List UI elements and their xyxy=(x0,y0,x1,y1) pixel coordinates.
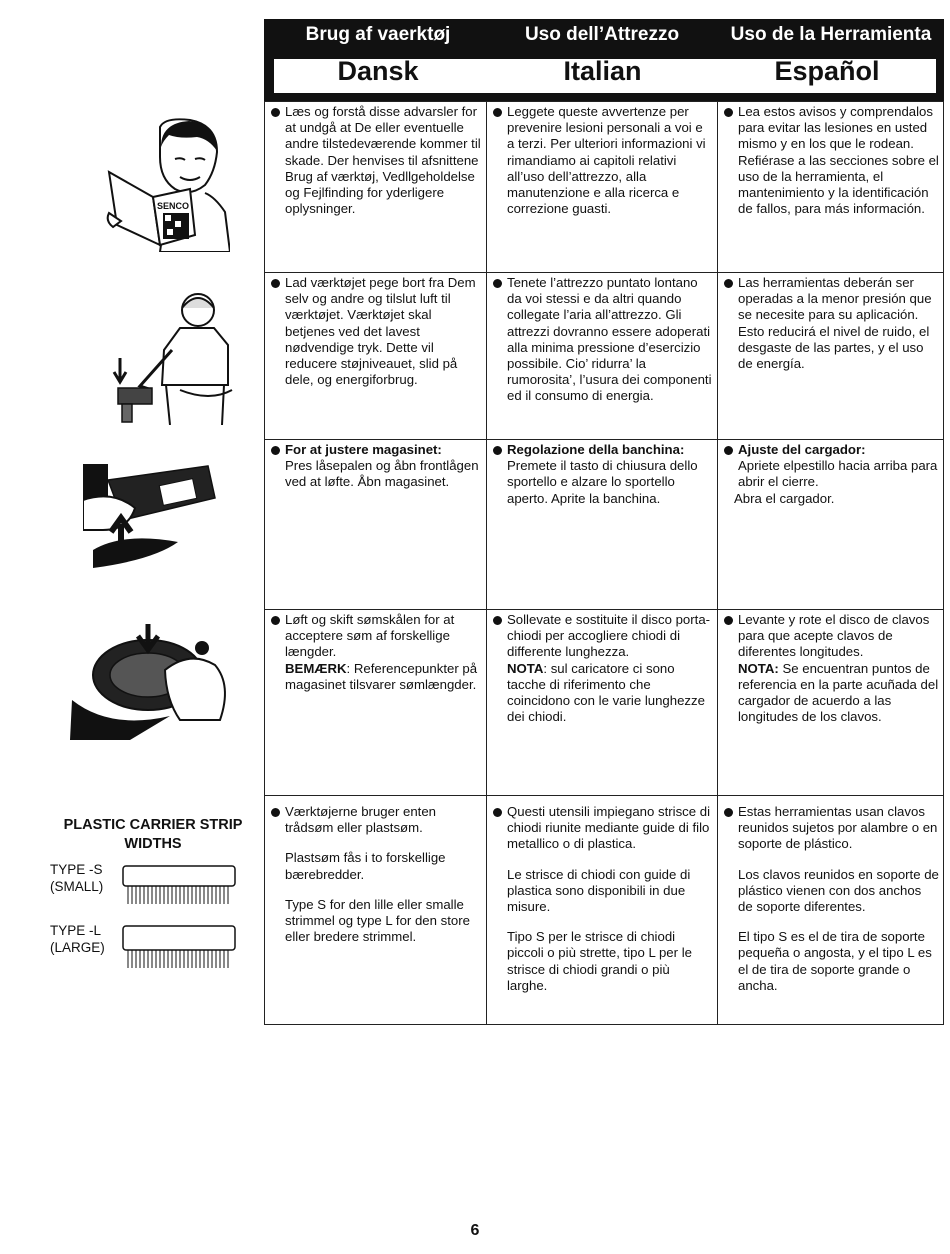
cell-italian xyxy=(487,440,718,610)
bullet-icon xyxy=(724,108,733,117)
cell-danish xyxy=(265,102,487,273)
lang-spanish: Español xyxy=(774,56,880,86)
row-text: Tipo S per le strisce di chiodi piccoli o più strette, tipo L per le strisce di chiodi grandi o più larghe. xyxy=(507,929,692,993)
row-text: Premete il tasto di chiusura dello sportello e alzare lo sportello aperto. Aprite la banchina. xyxy=(507,458,698,506)
table-row xyxy=(265,273,944,440)
cell-spanish xyxy=(718,440,944,610)
lang-italian: Italian xyxy=(563,56,642,86)
row-text: Estas herramientas usan clavos reunidos sujetos por alambre o en soporte de plástico. xyxy=(738,804,938,852)
row-text: Lad værktøjet pege bort fra Dem selv og andre og tilslut luft til værktøjet. Værktøjet skal betjenes ved det lavest nødvendige tryk. Dette vil reducere støjniveauet, slid på dele, og energiforbrug. xyxy=(285,275,476,388)
magazine-adjust-illustration xyxy=(83,460,218,570)
bullet-icon xyxy=(493,446,502,455)
note-text: : Referencepunkter på magasinet tilsvarer sømlængder. xyxy=(285,660,478,692)
row-text: Tenete l’attrezzo puntato lontano da voi stessi e da altri quando collegate l’aria all’attrezzo. Gli attrezzi dovranno essere adoperati alla minima pressione d’esercizio possibile. Cio’ ridurra’ la rumorosita’, l’usura dei componenti ed il consumo di energia. xyxy=(507,275,712,404)
nail-canister-illustration xyxy=(70,620,235,745)
row-text: Leggete queste avvertenze per prevenire lesioni personali a voi e a terzi. Per ulteriori informazioni vi rimandiamo ai capitoli relativi all’uso dell’attrezzo, alla manutenzione e alla ricerca e correzione guasti. xyxy=(507,104,706,217)
lang-danish: Dansk xyxy=(337,56,419,86)
row-heading: Ajuste del cargador: xyxy=(738,442,866,457)
page-number: 6 xyxy=(470,1222,480,1239)
cell-danish xyxy=(265,440,487,610)
row-heading: Regolazione della banchina: xyxy=(507,442,685,457)
instruction-table xyxy=(264,101,944,1025)
row-text: El tipo S es el de tira de soporte pequeña o angosta, y el tipo L es el de tira de soporte grande o ancha. xyxy=(738,929,932,993)
row-text: Pres låsepalen og åbn frontlågen ved at løfte. Åbn magasinet. xyxy=(285,458,479,490)
col-title-italian: Uso dell’Attrezzo xyxy=(524,24,680,45)
row-text: Plastsøm fås i to forskellige bærebredder. xyxy=(285,850,446,882)
bullet-icon xyxy=(271,108,280,117)
col-title-danish: Brug af vaerktøj xyxy=(305,24,451,45)
bullet-icon xyxy=(271,616,280,625)
cell-italian xyxy=(487,796,718,1025)
arrow-down-icon xyxy=(114,358,126,382)
cell-spanish xyxy=(718,102,944,273)
cell-italian xyxy=(487,102,718,273)
bullet-icon xyxy=(724,808,733,817)
bullet-icon xyxy=(724,446,733,455)
cell-danish xyxy=(265,610,487,796)
row-text: Los clavos reunidos en soporte de plástico vienen con dos anchos de soporte diferentes. xyxy=(738,866,939,915)
note-text: : sul caricatore ci sono tacche di riferimento che coincidono con le varie lunghezze dei chiodi. xyxy=(507,660,705,725)
row-text: Løft og skift sømskålen for at acceptere søm af forskellige længder. xyxy=(285,612,455,660)
row-text: Questi utensili impiegano strisce di chiodi riunite mediante guide di filo metallico o di plastica. xyxy=(507,804,711,852)
table-row xyxy=(265,610,944,796)
row-text: Las herramientas deberán ser operadas a la menor presión que se necesite para su aplicación. Esto reducirá el nivel de ruido, el desgaste de las partes, y el uso de energía. xyxy=(738,275,932,372)
cell-danish xyxy=(265,273,487,440)
row-text: Værktøjerne bruger enten trådsøm eller plastsøm. xyxy=(285,804,436,836)
carrier-title: PLASTIC CARRIER STRIP WIDTHS xyxy=(63,817,243,852)
bullet-icon xyxy=(493,616,502,625)
cell-spanish xyxy=(718,610,944,796)
type-s-label: TYPE -S (SMALL) xyxy=(50,862,104,894)
row-text: Læs og forstå disse advarsler for at undgå at De eller eventuelle andre tilstedeværende kommer til skade. Der henvises til afsnittene Brug af værktøj, Vedllgeholdelse og Fejlfinding for yderligere oplysninger. xyxy=(285,104,481,217)
row-text: Abra el cargador. xyxy=(734,490,835,506)
cell-italian xyxy=(487,610,718,796)
type-l-strip-icon xyxy=(120,924,238,970)
row-text: Apriete elpestillo hacia arriba para abrir el cierre. xyxy=(738,458,938,490)
table-row xyxy=(265,440,944,610)
col-title-spanish: Uso de la Herramienta xyxy=(730,24,932,45)
worker-with-nailer-illustration xyxy=(110,290,240,425)
bullet-icon xyxy=(493,108,502,117)
cell-spanish xyxy=(718,273,944,440)
type-s-strip-icon xyxy=(120,864,238,906)
note-label: BEMÆRK xyxy=(285,660,347,676)
row-heading: For at justere magasinet: xyxy=(285,442,442,457)
row-text: Sollevate e sostituite il disco porta-chiodi per accogliere chiodi di differente lunghezza. xyxy=(507,612,711,660)
bullet-icon xyxy=(724,279,733,288)
row-text: Type S for den lille eller smalle strimmel og type L for den store eller bredere strimmel. xyxy=(285,896,470,945)
row-text: Le strisce di chiodi con guide di plastica sono disponibili in due misure. xyxy=(507,866,691,915)
bullet-icon xyxy=(493,279,502,288)
cell-spanish xyxy=(718,796,944,1025)
table-row xyxy=(265,102,944,273)
bullet-icon xyxy=(271,446,280,455)
man-reading-manual-illustration xyxy=(105,117,230,252)
book-brand-text: SENCO xyxy=(157,201,190,211)
note-label: NOTA xyxy=(507,660,544,676)
row-text: Lea estos avisos y comprendalos para evitar las lesiones en usted mismo y en los que le rodean. Refiérase a las secciones sobre el uso de la herramienta, el mantenimiento y la identificación de fallos, para más información. xyxy=(738,104,939,217)
bullet-icon xyxy=(271,808,280,817)
type-l-label: TYPE -L (LARGE) xyxy=(50,923,105,955)
row-text: Levante y rote el disco de clavos para que acepte clavos de diferentes longitudes. xyxy=(738,612,930,660)
note-label: NOTA: xyxy=(738,660,779,676)
bullet-icon xyxy=(493,808,502,817)
bullet-icon xyxy=(724,616,733,625)
table-row xyxy=(265,796,944,1025)
bullet-icon xyxy=(271,279,280,288)
cell-danish xyxy=(265,796,487,1025)
note-text: Se encuentran puntos de referencia en la parte acuñada del cargador de acuerdo a las longitudes de los clavos. xyxy=(738,660,939,725)
cell-italian xyxy=(487,273,718,440)
